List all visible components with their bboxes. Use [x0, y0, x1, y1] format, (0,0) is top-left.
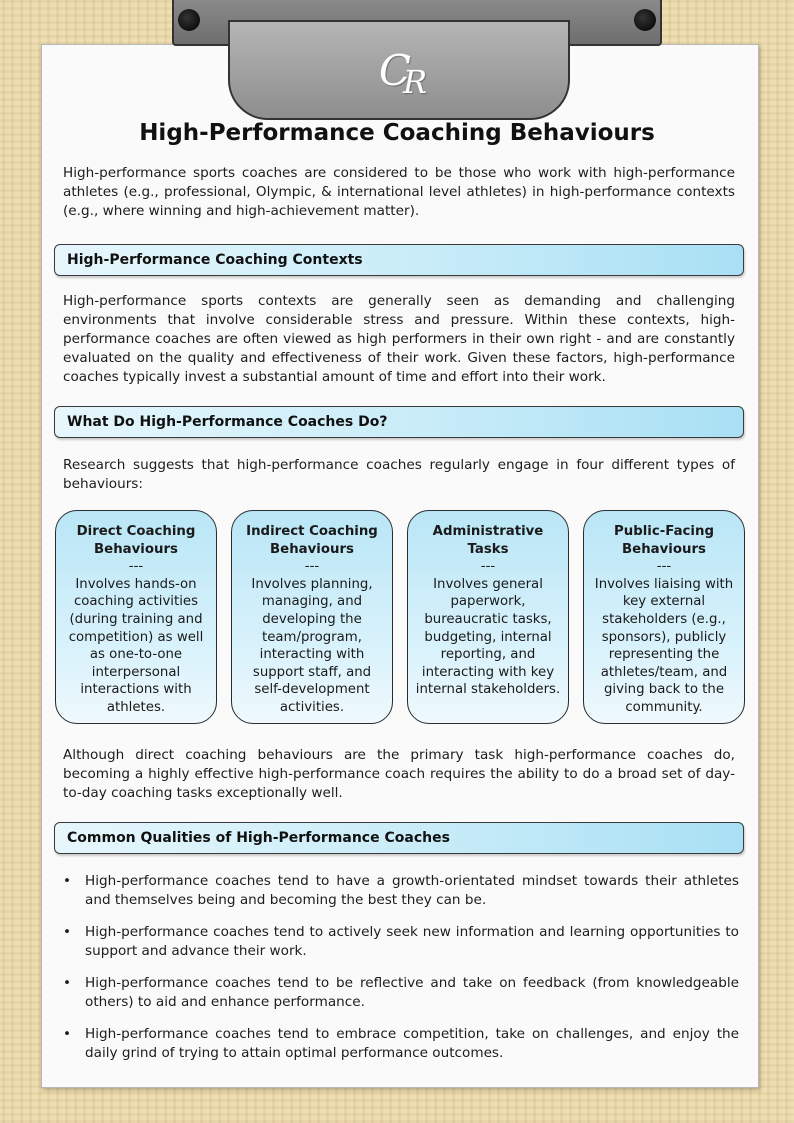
section-heading-contexts: High-Performance Coaching Contexts — [54, 244, 744, 276]
card-separator: --- — [128, 559, 144, 575]
card-indirect-coaching — [231, 510, 393, 724]
intro-paragraph: High-performance sports coaches are considered to be those who work with high-performance athletes (e.g., professional, Olympic, & international level athletes) in high-performance contexts (e.g., where winning and high-achievement matter). — [63, 165, 735, 219]
rivet-right-icon — [634, 9, 656, 31]
contexts-paragraph: High-performance sports contexts are generally seen as demanding and challenging environments that involve considerable stress and pressure. Within these contexts, high-performance coaches are often viewed as high performers in their own right - and are constantly evaluated on the quality and effectiveness of their work. Given these factors, high-performance coaches typically invest a substantial amount of time and effort into their work. — [63, 293, 735, 385]
card-title: Administrative Tasks — [432, 524, 544, 557]
bullet-icon: • — [63, 1026, 72, 1042]
list-item: • High-performance coaches tend to embrace competition, take on challenges, and enjoy the daily grind of trying to attain optimal performance outcomes. — [63, 1026, 739, 1061]
bullet-icon: • — [63, 873, 72, 889]
card-title: Indirect Coaching Behaviours — [246, 524, 378, 557]
summary-paragraph: Although direct coaching behaviours are the primary task high-performance coaches do, becoming a highly effective high-performance coach requires the ability to do a broad set of day-to-day coaching tasks exceptionally well. — [63, 747, 735, 801]
section-heading-what-they-do: What Do High-Performance Coaches Do? — [54, 406, 744, 438]
clipboard-clip-plate — [228, 20, 570, 120]
list-item: • High-performance coaches tend to have a growth-orientated mindset towards their athletes and themselves being and becoming the best they can be. — [63, 873, 739, 908]
bullet-icon: • — [63, 924, 72, 940]
card-administrative-tasks — [407, 510, 569, 724]
qualities-list — [63, 872, 739, 1076]
bullet-icon: • — [63, 975, 72, 991]
card-text: Involves general paperwork, bureaucratic tasks, budgeting, internal reporting, and interacting with key internal stakeholders. — [415, 576, 561, 698]
list-item: • High-performance coaches tend to actively seek new information and learning opportunities to support and advance their work. — [63, 924, 739, 959]
cr-logo: CR — [378, 45, 420, 101]
section-heading-qualities: Common Qualities of High-Performance Coaches — [54, 822, 744, 854]
card-separator: --- — [304, 559, 320, 575]
card-direct-coaching — [55, 510, 217, 724]
what-they-do-paragraph: Research suggests that high-performance coaches regularly engage in four different types of behaviours: — [63, 457, 735, 492]
card-title: Direct Coaching Behaviours — [76, 524, 196, 557]
card-public-facing — [583, 510, 745, 724]
page-title: High-Performance Coaching Behaviours — [139, 120, 655, 146]
card-text: Involves hands-on coaching activities (during training and competition) as well as one-to-one interpersonal interactions with athletes. — [68, 576, 204, 715]
card-text: Involves liaising with key external stakeholders (e.g., sponsors), publicly representing the athletes/team, and giving back to the community. — [594, 576, 734, 715]
list-item: • High-performance coaches tend to be reflective and take on feedback (from knowledgeable others) to aid and enhance performance. — [63, 975, 739, 1010]
card-text: Involves planning, managing, and developing the team/program, interacting with support staff, and self-development activities. — [251, 576, 373, 715]
card-separator: --- — [480, 559, 496, 575]
rivet-left-icon — [178, 9, 200, 31]
card-title: Public-Facing Behaviours — [614, 524, 714, 557]
card-separator: --- — [656, 559, 672, 575]
